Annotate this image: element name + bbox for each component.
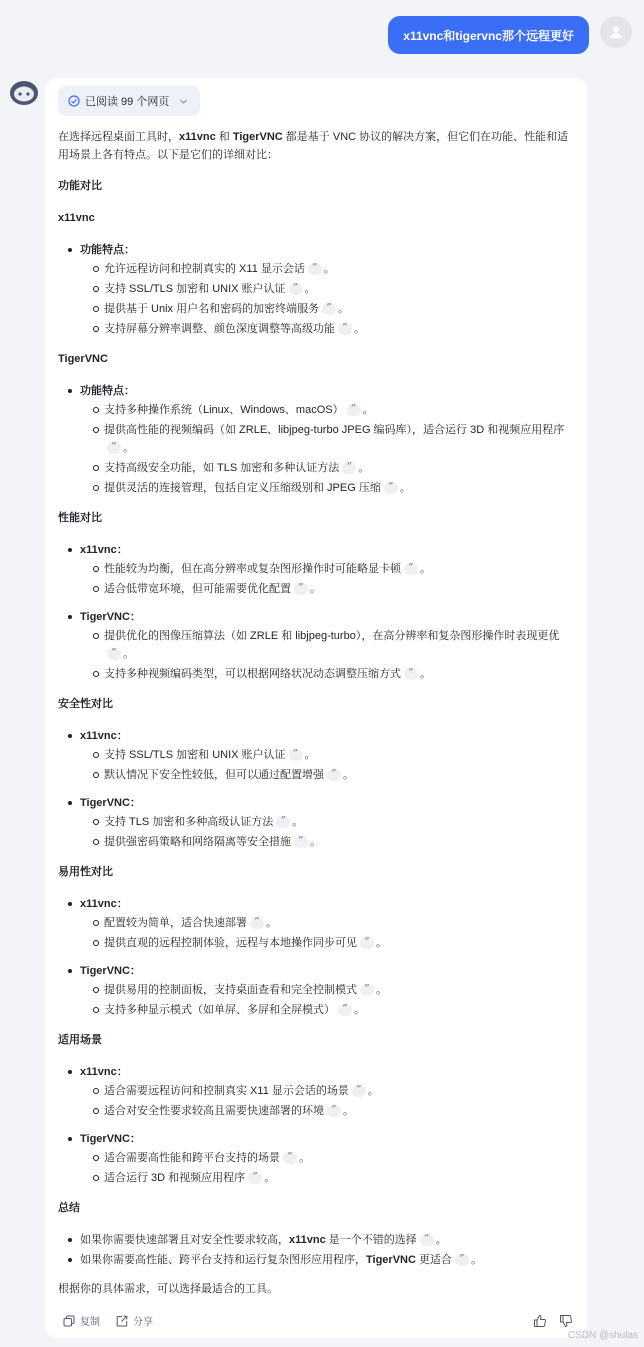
list-item: 提供基于 Unix 用户名和密码的加密终端服务 ” 。 — [92, 300, 575, 318]
citation-icon[interactable]: ” — [420, 1234, 434, 1246]
summary-list — [58, 1231, 575, 1269]
citation-icon[interactable]: ” — [338, 1004, 352, 1016]
citation-icon[interactable]: ” — [455, 1254, 469, 1266]
list-item: 支持多种操作系统（Linux、Windows、macOS） ” 。 — [92, 401, 575, 419]
section-title-security: 安全性对比 — [58, 698, 113, 710]
list-item: 支持高级安全功能，如 TLS 加密和多种认证方法 ” 。 — [92, 459, 575, 477]
list-item: 支持多种显示模式（如单屏、多屏和全屏模式） ” 。 — [92, 1001, 575, 1019]
citation-icon[interactable]: ” — [338, 323, 352, 335]
list-item: 提供灵活的连接管理，包括自定义压缩级别和 JPEG 压缩 ” 。 — [92, 479, 575, 497]
citation-icon[interactable]: ” — [322, 303, 336, 315]
scenario-list — [58, 1063, 575, 1187]
citation-icon[interactable]: ” — [283, 1152, 297, 1164]
list-item: 提供优化的图像压缩算法（如 ZRLE 和 libjpeg-turbo），在高分辨率和复杂图形操作时表现更优” 。 — [92, 627, 575, 663]
ease-list — [58, 895, 575, 1019]
list-item: x11vnc： 配置较为简单，适合快速部署 ” 。 提供直观的远程控制体验，远程与本地操作同步可见 ” 。 — [66, 895, 575, 952]
list-item: 支持 TLS 加密和多种高级认证方法 ” 。 — [92, 813, 575, 831]
citation-icon[interactable]: ” — [294, 836, 308, 848]
citation-icon[interactable]: ” — [107, 442, 121, 454]
user-icon — [608, 24, 624, 40]
section-title-performance: 性能对比 — [58, 512, 102, 524]
citation-icon[interactable]: ” — [327, 769, 341, 781]
list-item: 适合需要高性能和跨平台支持的场景 ” 。 — [92, 1149, 575, 1167]
share-button[interactable]: 分享 — [116, 1313, 153, 1328]
list-item: 如果你需要快速部署且对安全性要求较高，x11vnc 是一个不错的选择 ” 。 — [66, 1231, 575, 1249]
citation-icon[interactable]: ” — [294, 583, 308, 595]
list-item: TigerVNC： 提供优化的图像压缩算法（如 ZRLE 和 libjpeg-turbo），在高分辨率和复杂图形操作时表现更优” 。 支持多种视频编码类型，可以根据网络状况动态调整压缩方式 ” 。 — [66, 608, 575, 683]
list-item: TigerVNC： 支持 TLS 加密和多种高级认证方法 ” 。 提供强密码策略和网络隔离等安全措施 ” 。 — [66, 794, 575, 851]
read-sources-label: 已阅读 99 个网页 — [85, 96, 170, 108]
read-sources-chip[interactable] — [58, 86, 200, 116]
check-circle-icon — [68, 95, 80, 107]
list-item: TigerVNC： 适合需要高性能和跨平台支持的场景 ” 。 适合运行 3D 和视频应用程序 ” 。 — [66, 1130, 575, 1187]
list-item: 配置较为简单，适合快速部署 ” 。 — [92, 914, 575, 932]
list-item: 支持多种视频编码类型，可以根据网络状况动态调整压缩方式 ” 。 — [92, 665, 575, 683]
copy-icon — [63, 1315, 75, 1327]
citation-icon[interactable]: ” — [289, 749, 303, 761]
section-title-summary: 总结 — [58, 1202, 80, 1214]
assistant-avatar-icon — [9, 80, 39, 106]
list-item: 提供易用的控制面板，支持桌面查看和完全控制模式 ” 。 — [92, 981, 575, 999]
citation-icon[interactable]: ” — [289, 283, 303, 295]
list-item: TigerVNC： 提供易用的控制面板，支持桌面查看和完全控制模式 ” 。 支持多种显示模式（如单屏、多屏和全屏模式） ” 。 — [66, 962, 575, 1019]
chevron-down-icon — [179, 97, 188, 106]
subsection-title-x11vnc: x11vnc — [58, 212, 95, 224]
watermark: CSDN @shulas — [567, 1330, 638, 1341]
list-item: 支持 SSL/TLS 加密和 UNIX 账户认证 ” 。 — [92, 280, 575, 298]
subsection-title-tigervnc: TigerVNC — [58, 353, 108, 365]
citation-icon[interactable]: ” — [250, 917, 264, 929]
list-item: 提供强密码策略和网络隔离等安全措施 ” 。 — [92, 833, 575, 851]
user-message-bubble: x11vnc和tigervnc那个远程更好 — [388, 16, 589, 54]
citation-icon[interactable]: ” — [347, 404, 361, 416]
citation-icon[interactable]: ” — [360, 937, 374, 949]
citation-icon[interactable]: ” — [404, 668, 418, 680]
closing-paragraph: 根据你的具体需求，可以选择最适合的工具。 — [58, 1283, 278, 1295]
thumbs-up-icon[interactable] — [533, 1314, 547, 1328]
list-item: 适合低带宽环境，但可能需要优化配置 ” 。 — [92, 580, 575, 598]
citation-icon[interactable]: ” — [308, 263, 322, 275]
citation-icon[interactable]: ” — [248, 1172, 262, 1184]
list-item: 性能较为均衡，但在高分辨率或复杂图形操作时可能略显卡顿 ” 。 — [92, 560, 575, 578]
list-item: 如果你需要高性能、跨平台支持和运行复杂图形应用程序，TigerVNC 更适合 ” 。 — [66, 1251, 575, 1269]
list-item: 适合需要远程访问和控制真实 X11 显示会话的场景 ” 。 — [92, 1082, 575, 1100]
security-list — [58, 727, 575, 851]
list-item: 功能特点： 允许远程访问和控制真实的 X11 显示会话 ” 。 支持 SSL/TLS 加密和 UNIX 账户认证 ” 。 提供基于 Unix 用户名和密码的加密终端服务 ” 。 支持屏幕分辨率调整、颜色深度调整等高级功能 ” 。 — [66, 241, 575, 338]
copy-button[interactable]: 复制 — [63, 1313, 100, 1328]
thumbs-down-icon[interactable] — [559, 1314, 573, 1328]
citation-icon[interactable]: ” — [384, 482, 398, 494]
function-x11vnc-list — [58, 241, 575, 338]
answer-actions — [63, 1313, 573, 1328]
list-item: 适合运行 3D 和视频应用程序 ” 。 — [92, 1169, 575, 1187]
list-item: x11vnc： 性能较为均衡，但在高分辨率或复杂图形操作时可能略显卡顿 ” 。 适合低带宽环境，但可能需要优化配置 ” 。 — [66, 541, 575, 598]
citation-icon[interactable]: ” — [352, 1085, 366, 1097]
user-message-row — [388, 16, 632, 54]
list-item: 支持 SSL/TLS 加密和 UNIX 账户认证 ” 。 — [92, 746, 575, 764]
performance-list — [58, 541, 575, 683]
section-title-scenarios: 适用场景 — [58, 1034, 102, 1046]
section-title-ease-of-use: 易用性对比 — [58, 866, 113, 878]
section-title-function: 功能对比 — [58, 180, 102, 192]
list-item: x11vnc： 支持 SSL/TLS 加密和 UNIX 账户认证 ” 。 默认情况下安全性较低，但可以通过配置增强 ” 。 — [66, 727, 575, 784]
function-tigervnc-list — [58, 382, 575, 497]
citation-icon[interactable]: ” — [360, 984, 374, 996]
list-item: 提供高性能的视频编码（如 ZRLE、libjpeg-turbo JPEG 编码库），适合运行 3D 和视频应用程序” 。 — [92, 421, 575, 457]
list-item: 功能特点： 支持多种操作系统（Linux、Windows、macOS） ” 。 提供高性能的视频编码（如 ZRLE、libjpeg-turbo JPEG 编码库），适合运行 3D 和视频应用程序” 。 支持高级安全功能，如 TLS 加密和多种认证方法 ” 。 提供灵活的连接管理，包括自定义压缩级别和 JPEG 压缩 ” 。 — [66, 382, 575, 497]
list-item: 允许远程访问和控制真实的 X11 显示会话 ” 。 — [92, 260, 575, 278]
list-item: 提供直观的远程控制体验，远程与本地操作同步可见 ” 。 — [92, 934, 575, 952]
list-item: x11vnc： 适合需要远程访问和控制真实 X11 显示会话的场景 ” 。 适合对安全性要求较高且需要快速部署的环境 ” 。 — [66, 1063, 575, 1120]
assistant-answer-card — [45, 78, 587, 1338]
citation-icon[interactable]: ” — [276, 816, 290, 828]
list-item: 支持屏幕分辨率调整、颜色深度调整等高级功能 ” 。 — [92, 320, 575, 338]
intro-paragraph: 在选择远程桌面工具时，x11vnc 和 TigerVNC 都是基于 VNC 协议的解决方案，但它们在功能、性能和适用场景上各有特点。以下是它们的详细对比： — [58, 131, 569, 161]
share-icon — [116, 1315, 128, 1327]
citation-icon[interactable]: ” — [107, 648, 121, 660]
list-item: 默认情况下安全性较低，但可以通过配置增强 ” 。 — [92, 766, 575, 784]
user-avatar[interactable] — [600, 16, 632, 48]
citation-icon[interactable]: ” — [404, 563, 418, 575]
citation-icon[interactable]: ” — [342, 462, 356, 474]
list-item: 适合对安全性要求较高且需要快速部署的环境 ” 。 — [92, 1102, 575, 1120]
citation-icon[interactable]: ” — [327, 1105, 341, 1117]
